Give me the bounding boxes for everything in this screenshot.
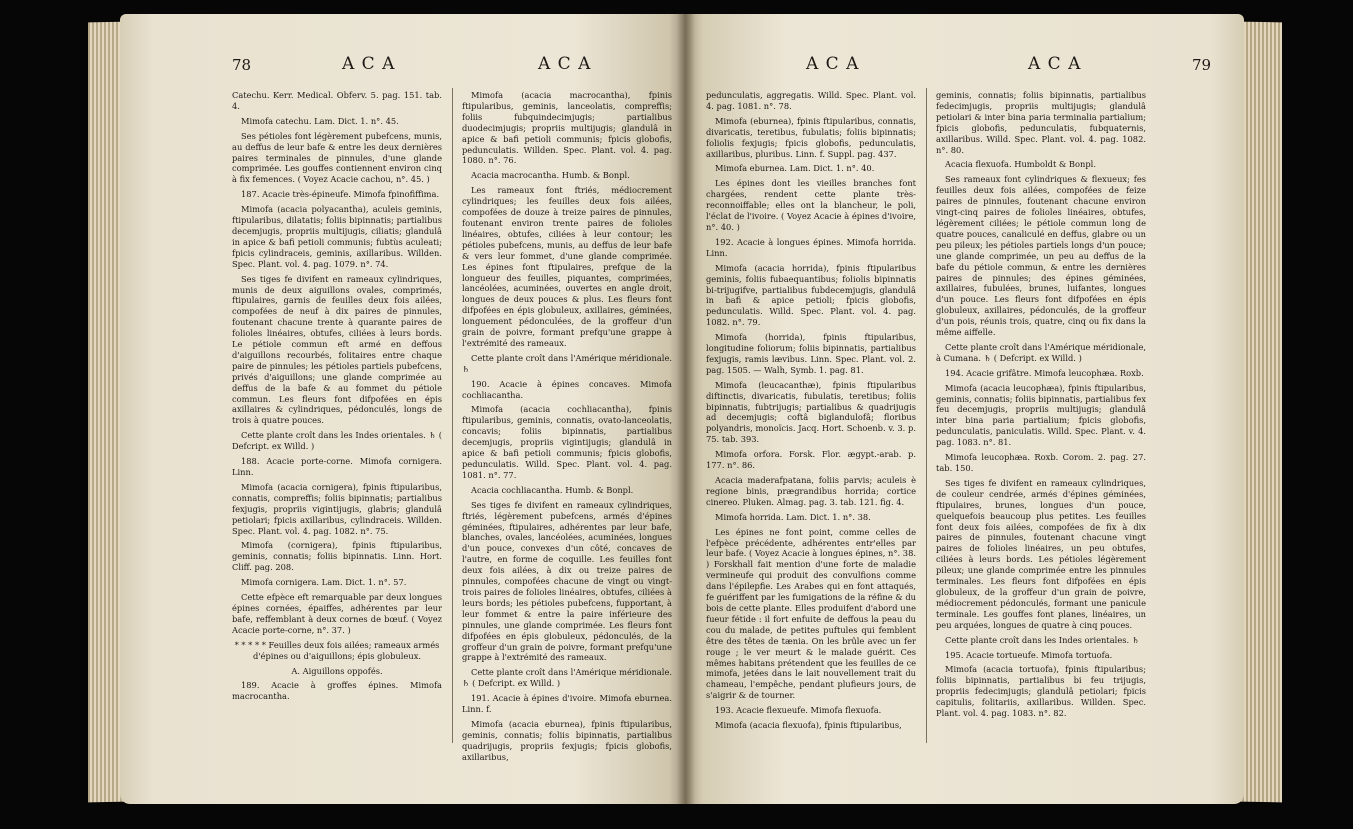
paragraph: Ses tiges fe divifent en rameaux cylindriques, munis de deux aiguillons ovales, comprimés, ftipulaires, garnis de feuilles deux fois ailées, compofées de neuf à dix paires de pinnules, foutenant chacune trente à quarante paires de folioles linéaires, obtufes, ciliées à leurs bords. Le pétiole commun eft armé en deffous d'aiguillons recourbés, folitaires entre chaque paire de pinnules; les pétioles partiels pubefcens, privés d'aiguillons; une glande comprimée au deffus de la bafe & au fommet du pétiole commun. Les fleurs font difpofées en épis axillaires & cylindriques, pédonculés, longs de trois à quatre pouces. [232,273,442,426]
right-column-1 [706,90,916,735]
paragraph: Acacia macrocantha. Humb. & Bonpl. [471,170,630,181]
paragraph: Mimofa (acacia cochliacantha), fpinis ftipularibus, geminis, connatis, ovato-lanceolatis, concavis; foliis bipinnatis, partialibus decemjugis, propriis vigintijugis; glandulâ in apice & bafi petioli communis; fpicis globofis, pedunculatis. Willd. Spec. Plant. vol. 4. pag. 1081. n°. 77. [462,404,672,480]
book-gutter [677,14,695,804]
left-running-head: A C A [342,54,396,74]
paragraph: Mimofa (acacia leucophæa), fpinis ftipularibus, geminis, connatis; foliis bipinnatis, partialibus fex feu decemjugis, propriis multijugis; glandulâ inter bina paria partialium; fpicis globofis, pedunculatis, paniculatis. Willd. Spec. Plant. v. 4. pag. 1083. n°. 81. [936,382,1146,448]
paragraph: Mimofa (acacia flexuofa), fpinis ftipularibus, [715,720,902,731]
paragraph: Cette plante croît dans les Indes orientales. ♄ ( Defcript. ex Willd. ) [232,430,442,452]
paragraph: Mimofa (acacia polyacantha), aculeis geminis, ftipularibus, dilatatis; foliis bipinnatis; partialibus decemjugis, propriis multijugis, ciliatis; glandulâ in apice & bafi petioli communis; fubtùs aculeati; fpicis cylindraceis, geminis, axillaribus. Willden. Spec. Plant. vol. 4. pag. 1079. n°. 74. [232,204,442,269]
left-page [120,14,686,804]
paragraph: Mimofa eburnea. Lam. Dict. 1. n°. 40. [715,163,875,174]
paragraph: Mimofa horrida. Lam. Dict. 1. n°. 38. [715,511,871,522]
paragraph: Cette plante croît dans les Indes orientales. ♄ [945,634,1140,645]
subsection-heading: A. Aiguillons oppofés. [291,665,383,676]
paragraph: Mimofa (cornigera), fpinis ftipularibus, geminis, connatis; foliis bipinnatis. Linn. Hort. Cliff. pag. 208. [232,540,442,573]
paragraph: Ses tiges fe divifent en rameaux cylindriques, ftriés, légèrement pubefcens, armés d'épines géminées, ftipulaires, adhérentes par leur bafe, blanches, ovales, lancéolées, acuminées, longues d'un pouce, convexes d'un côté, concaves de l'autre, en forme de coquille. Les feuilles font deux fois ailées, à dix ou treize paires de pinnules, compofées chacune de vingt ou vingt-trois paires de folioles linéaires, obtufes, ciliées à leurs bords; les pétioles pubefcens, fupportant, à leur fommet & entre la paire inférieure des pinnules, une glande comprimée. Les fleurs font difpofées en épis globuleux, pédonculés, de la groffeur d'un grain de poivre, formant prefqu'une grappe à l'extrémité des rameaux. [462,499,672,663]
right-running-head: A C A [806,54,860,74]
paragraph: Catechu. Kerr. Medical. Obferv. 5. pag. 151. tab. 4. [232,90,442,111]
column-rule [926,88,927,743]
right-column-2 [936,90,1146,723]
left-running-head-2: A C A [538,54,592,74]
entry-heading: 194. Acacie grifâtre. Mimofa leucophæa. Roxb. [945,367,1144,378]
paragraph: Acacia cochliacantha. Humb. & Bonpl. [471,484,634,495]
paragraph: Acacia flexuofa. Humboldt & Bonpl. [945,159,1096,170]
entry-heading: 192. Acacie à longues épines. Mimofa horrida. Linn. [706,236,916,258]
section-heading: * * * * * Feuilles deux fois ailées; rameaux armés d'épines ou d'aiguillons; épis globuleux. [234,639,440,661]
paragraph: Les rameaux font ftriés, médiocrement cylindriques; les feuilles deux fois ailées, compofées de douze à treize paires de pinnules, foutenant environ trente paires de folioles linéaires, obtufes, ciliées à leur contour; les pétioles pubefcens, munis, au deffus de leur bafe & vers leur fommet, d'une glande comprimée. Les épines font ftipulaires, prefque de la longueur des feuilles, piquantes, comprimées, lancéolées, acuminées, ouvertes en angle droit, longues de deux pouces & plus. Les fleurs font difpofées en épis globuleux, axillaires, géminées, longuement pédonculées, de la groffeur d'un grain de poivre, formant prefqu'une grappe à l'extrémité des rameaux. [462,185,672,348]
entry-heading: 191. Acacie à épines d'ivoire. Mimofa eburnea. Linn. f. [462,693,672,715]
paragraph: Cette efpèce eft remarquable par deux longues épines cornées, épaiffes, adhérentes par leur bafe, reffemblant à deux cornes de bœuf. ( Voyez Acacie porte-corne, n°. 37. ) [232,592,442,635]
entry-heading: 190. Acacie à épines concaves. Mimofa cochliacantha. [462,378,672,400]
paragraph: Mimofa (acacia macrocantha), fpinis ftipularibus, geminis, lanceolatis, compreffis; foliis fubquindecimjugis; partialibus duodecimjugis; propriis multijugis; glandulâ in apice & bafi petioli communis; fpicis globofis, pedunculatis. Willden. Spec. Plant. vol. 4. pag. 1080. n°. 76. [462,90,672,166]
entry-heading: 195. Acacie tortueufe. Mimofa tortuofa. [945,649,1113,660]
entry-heading: 187. Acacie très-épineufe. Mimofa fpinofiffima. [241,189,440,200]
paragraph: pedunculatis, aggregatis. Willd. Spec. Plant. vol. 4. pag. 1081. n°. 78. [706,90,916,111]
paragraph: Mimofa (acacia horrida), fpinis ftipularibus geminis, foliis fubaequantibus; foliolis bipinnatis bi-trijugifve, partialibus fubdecemjugis, glandulâ in bafi & apice petioli; fpicis globofis, pedunculatis. Willd. Spec. Plant. vol. 4. pag. 1082. n°. 79. [706,262,916,328]
paragraph: Mimofa orfora. Forsk. Flor. ægypt.-arab. p. 177. n°. 86. [706,449,916,471]
paragraph: Mimofa (eburnea), fpinis ftipularibus, connatis, divaricatis, teretibus, fubulatis; foliis bipinnatis; foliolis fexjugis; fpicis globofis, pedunculatis, axillaribus, pluribus. Linn. f. Suppl. pag. 437. [706,115,916,159]
paragraph: Mimofa cornigera. Lam. Dict. 1. n°. 57. [241,577,407,588]
paragraph: Mimofa catechu. Lam. Dict. 1. n°. 45. [241,115,399,126]
right-page [686,14,1244,804]
paragraph: geminis, connatis; foliis bipinnatis, partialibus fedecimjugis, propriis multijugis; glandulâ petiolari & inter bina paria terminalia partialium; fpicis globofis, pedunculatis, fubquaternis, axillaribus. Willd. Spec. Plant. vol. 4. pag. 1082. n°. 80. [936,90,1146,155]
right-page-edges [1240,22,1282,803]
entry-heading: 189. Acacie à groffes épines. Mimofa macrocantha. [232,680,442,702]
paragraph: Les épines ne font point, comme celles de l'efpèce précédente, adhérentes entr'elles par leur bafe. ( Voyez Acacie à longues épines, n°. 38. ) Forskhall fait mention d'une forte de maladie vermineufe qui produit des convulfions comme dans l'épilepfie. Les Arabes qui en font attaqués, fe guériffent par les fumigations de la réfine & du bois de cette plante. Elles produifent d'abord une fueur fétide : il fort enfuite de deffous la peau du cou du malade, de petites puftules qui femblent être des têtes de tænia. On les brûle avec un fer rouge ; le ver meurt & le malade guérit. Ces mêmes habitans prétendent que les feuilles de ce mimofa, jetées dans le lait nouvellement trait du chameau, l'empêche, pendant plufieurs jours, de s'aigrir & de tourner. [706,526,916,701]
paragraph: Mimofa (acacia tortuofa), fpinis ftipularibus; foliis bipinnatis, partialibus bi feu trijugis, propriis fedecimjugis; glandulâ petiolari; fpicis capitulis, folitariis, axillaribus. Willden. Spec. Plant. vol. 4. pag. 1083. n°. 82. [936,664,1146,719]
left-column-2 [462,90,672,767]
left-column-1 [232,90,442,706]
paragraph: Mimofa (acacia cornigera), fpinis ftipularibus, connatis, compreffis; foliis bipinnatis; partialibus fexjugis, propriis vigintijugis, glabris; glandulâ petiolari; fpicis axillaribus, cylindraceis. Willden. Spec. Plant. vol. 4. pag. 1082. n°. 75. [232,481,442,536]
paragraph: Ses tiges fe divifent en rameaux cylindriques, de couleur cendrée, armés d'épines géminées, ftipulaires, brunes, longues d'un pouce, quelquefois beaucoup plus petites. Les feuilles font deux fois ailées, compofées de fix à dix paires de pinnules, foutenant chacune vingt paires de folioles linéaires, un peu obtufes, ciliées à leurs bords. Les pétioles légèrement pileux; une glande comprimée entre les pinnules terminales. Les fleurs font difpofées en épis globuleux, de la groffeur d'un grain de poivre, médiocrement pédonculés, formant une panicule terminale. Les gouffes font planes, linéaires, un peu arquées, longues de quatre à cinq pouces. [936,477,1146,630]
paragraph: Mimofa (leucacanthæ), fpinis ftipularibus diftinctis, divaricatis, fubulatis, teretibus; foliis bipinnatis, fubtrijugis; partialibus & quadrijugis ad decemjugis; coftâ biglandulofâ; floribus polyandris, monoïcis. Jacq. Hort. Schoenb. v. 3. p. 75. tab. 393. [706,379,916,445]
right-page-number: 79 [1192,56,1212,74]
paragraph: Cette plante croît dans l'Amérique méridionale, à Cumana. ♄ ( Defcript. ex Willd. ) [936,341,1146,363]
paragraph: Ses rameaux font cylindriques & flexueux; fes feuilles deux fois ailées, compofées de feize paires de pinnules, foutenant chacune environ vingt-cinq paires de folioles linéaires, obtufes, légèrement ciliées; le pétiole commun long de quatre pouces, canaliculé en deffus, glabre ou un peu pileux; les pétioles partiels longs d'un pouce; une glande comprimée, un peu au deffus de la bafe du pétiole commun, & entre les dernières paires de pinnules; des épines géminées, axillaires, fubulées, brunes, luifantes, longues d'un pouce. Les fleurs font difpofées en épis globuleux, axillaires, pédonculés, de la groffeur d'un pois, réunis trois, quatre, cinq ou fix dans la même aiffelle. [936,174,1146,338]
paragraph: Mimofa leucophæa. Roxb. Corom. 2. pag. 27. tab. 150. [936,452,1146,473]
paragraph: Mimofa (acacia eburnea), fpinis ftipularibus, geminis, connatis; foliis bipinnatis, partialibus quadrijugis, propriis fexjugis; fpicis globofis, axillaribus, [462,718,672,762]
paragraph: Mimofa (horrida), fpinis ftipularibus, longitudine foliorum; foliis bipinnatis, partialibus fexjugis, ramis lævibus. Linn. Spec. Plant. vol. 2. pag. 1505. — Walh, Symb. 1. pag. 81. [706,332,916,375]
entry-heading: 193. Acacie flexueufe. Mimofa flexuofa. [715,705,882,716]
paragraph: Ses pétioles font légèrement pubefcens, munis, au deffus de leur bafe & entre les deux dernières paires terminales de pinnules, d'une glande comprimée. Les gouffes contiennent environ cinq à fix femences. ( Voyez Acacie cachou, n°. 45. ) [232,130,442,185]
entry-heading: 188. Acacie porte-corne. Mimofa cornigera. Linn. [232,456,442,477]
paragraph: Cette plante croît dans l'Amérique méridionale. ♄ ( Defcript. ex Willd. ) [462,667,672,689]
column-rule [452,88,453,743]
paragraph: Cette plante croît dans l'Amérique méridionale. ♄ [462,352,672,374]
paragraph: Acacia maderafpatana, foliis parvis; aculeis è regione binis, prægrandibus horrida; cortice cinereo. Pluken. Almag. pag. 3. tab. 121. fig. 4. [706,475,916,507]
left-page-number: 78 [232,56,252,74]
right-running-head-2: A C A [1028,54,1082,74]
paragraph: Les épines dont les vieilles branches font chargées, rendent cette plante très-reconnoiffable; elles ont la blancheur, le poli, l'éclat de l'ivoire. ( Voyez Acacie à épines d'ivoire, n°. 40. ) [706,178,916,232]
